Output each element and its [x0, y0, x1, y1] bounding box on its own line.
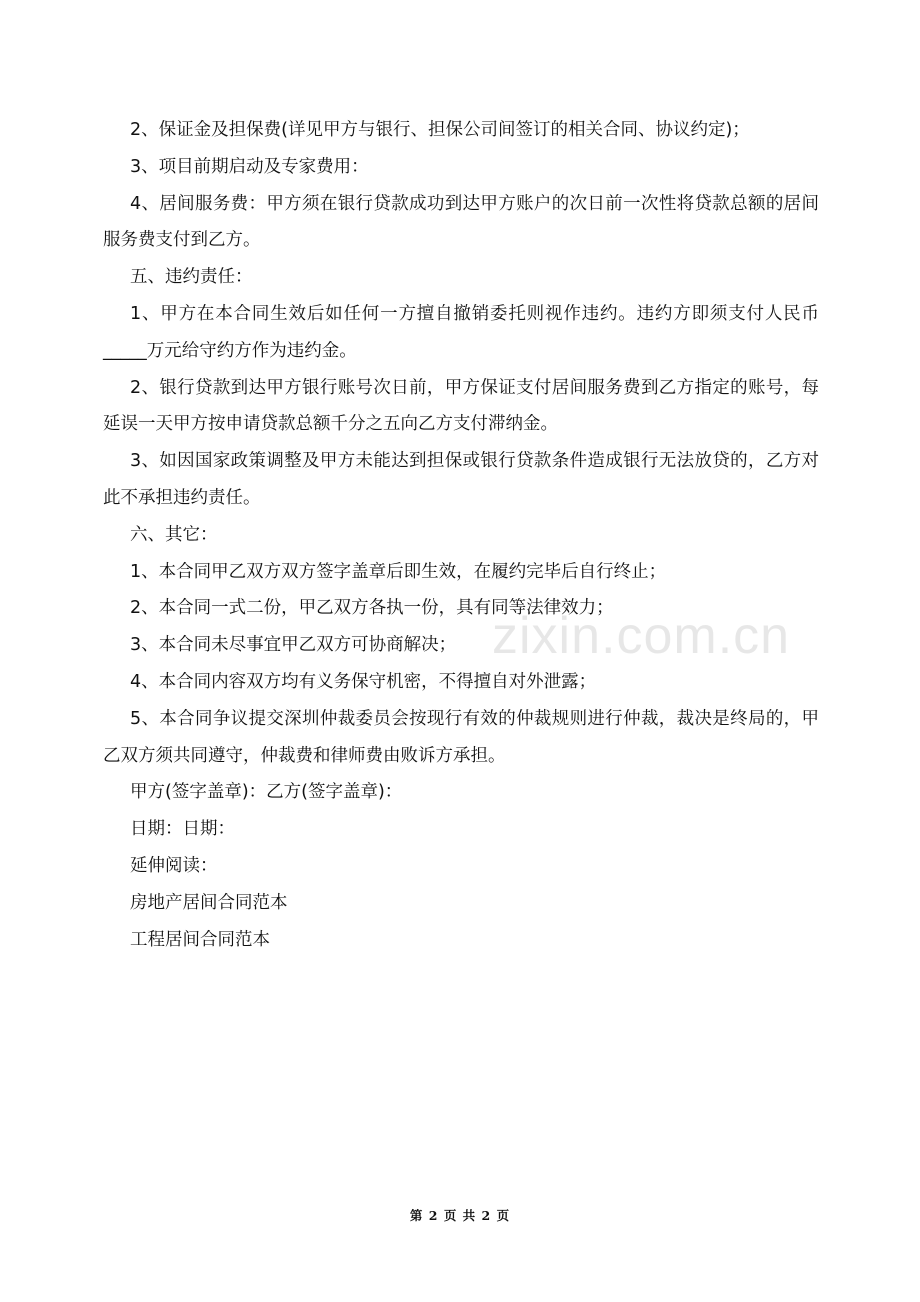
signature-line: 甲方(签字盖章)：乙方(签字盖章)： [130, 782, 403, 803]
section-heading-breach: 五、违约责任： [130, 267, 253, 288]
document-body [103, 112, 819, 958]
watermark: zixin.com.cn [492, 607, 791, 665]
breach-clause-3: 3、如因国家政策调整及甲方未能达到担保或银行贷款条件造成银行无法放贷的，乙方对此不承担违约责任。 [103, 451, 819, 508]
other-clause-3: 3、本合同未尽事宜甲乙双方可协商解决； [130, 635, 457, 656]
other-clause-4: 4、本合同内容双方均有义务保守机密，不得擅自对外泄露； [130, 671, 597, 692]
other-clause-2: 2、本合同一式二份，甲乙双方各执一份，具有同等法律效力； [130, 598, 614, 619]
further-reading-link-2: 工程居间合同范本 [130, 929, 270, 950]
clause-brokerage-fee: 4、居间服务费：甲方须在银行贷款成功到达甲方账户的次日前一次性将贷款总额的居间服务费支付到乙方。 [103, 193, 819, 251]
clause-startup-expert-fee: 3、项目前期启动及专家费用： [130, 156, 369, 177]
further-reading-link-1: 房地产居间合同范本 [130, 892, 288, 913]
other-clause-1: 1、本合同甲乙双方双方签字盖章后即生效，在履约完毕后自行终止； [130, 561, 667, 582]
breach-clause-2: 2、银行贷款到达甲方银行账号次日前，甲方保证支付居间服务费到乙方指定的账号，每延误一天甲方按申请贷款总额千分之五向乙方支付滞纳金。 [103, 377, 819, 435]
date-line: 日期：日期： [130, 819, 235, 840]
clause-deposit-guarantee-fee: 2、保证金及担保费(详见甲方与银行、担保公司间签订的相关合同、协议约定)； [130, 120, 750, 140]
section-heading-other: 六、其它： [130, 524, 218, 545]
other-clause-5: 5、本合同争议提交深圳仲裁委员会按现行有效的仲裁规则进行仲裁，裁决是终局的，甲乙双方须共同遵守，仲裁费和律师费由败诉方承担。 [103, 708, 819, 766]
breach-clause-1: 1、甲方在本合同生效后如任何一方擅自撤销委托则视作违约。违约方即须支付人民币_____万元给守约方作为违约金。 [103, 303, 819, 361]
further-reading-label: 延伸阅读： [130, 855, 218, 876]
page-footer: 第 2 页 共 2 页 [409, 1208, 511, 1223]
